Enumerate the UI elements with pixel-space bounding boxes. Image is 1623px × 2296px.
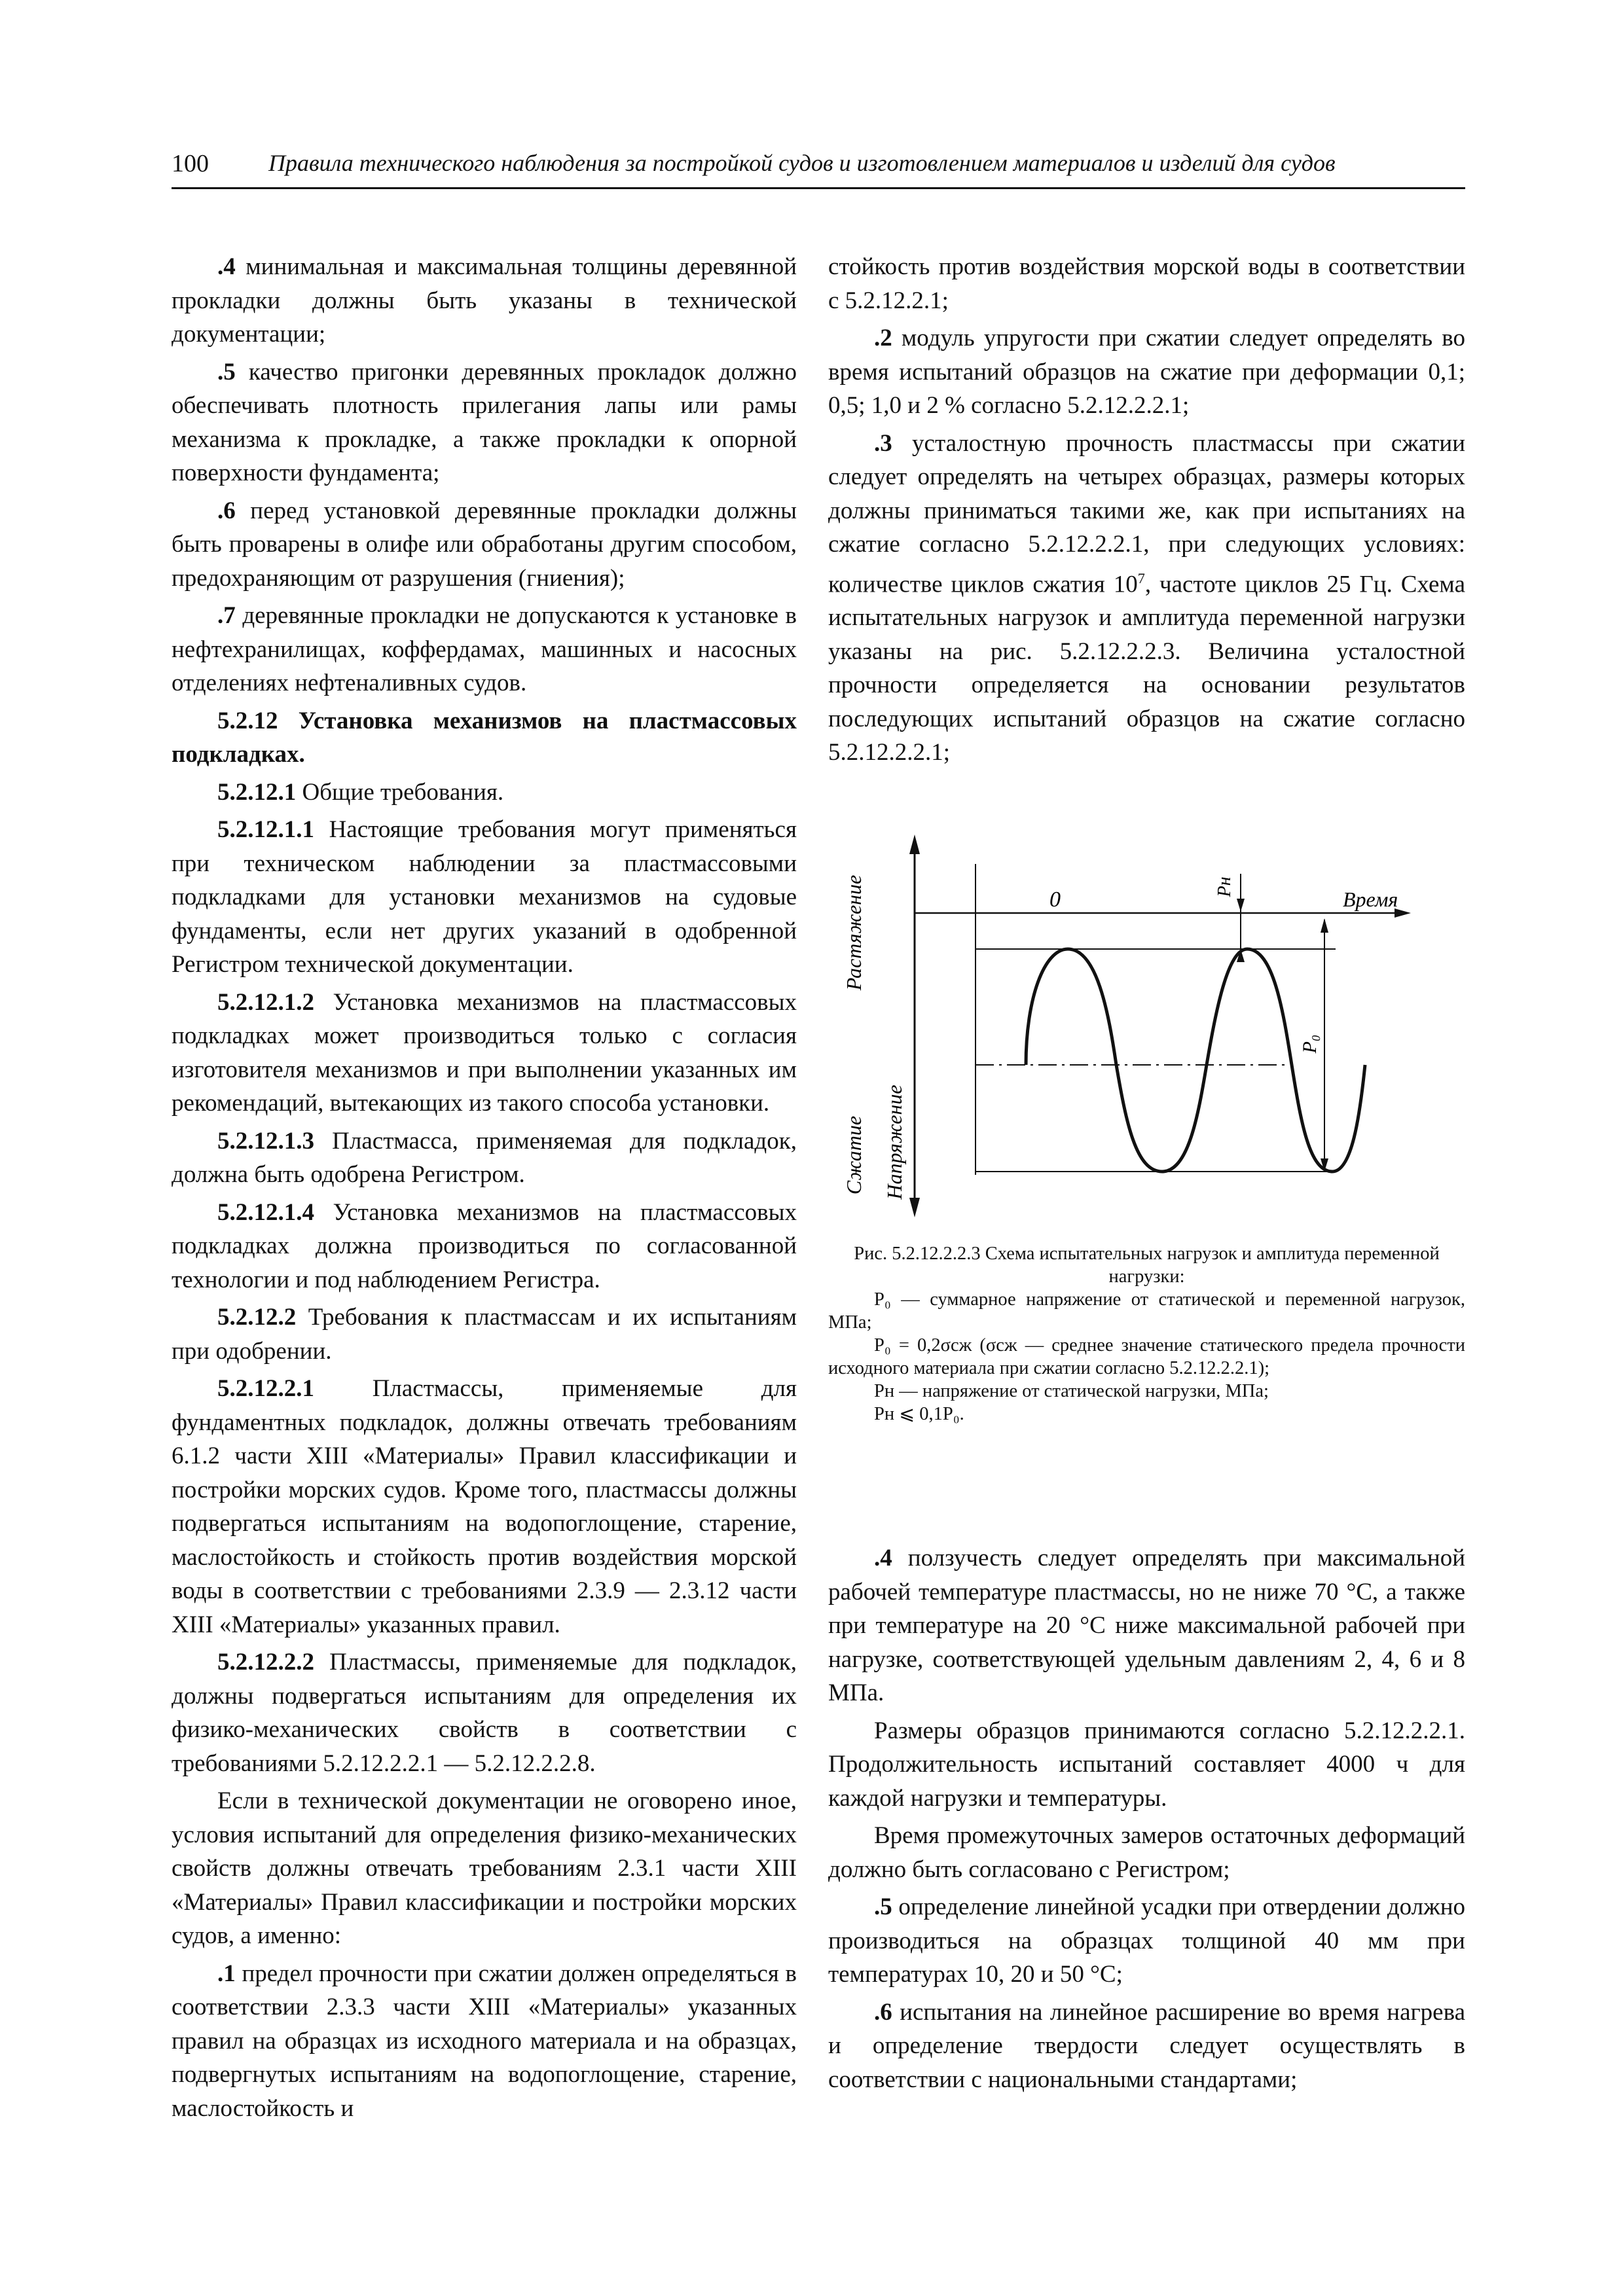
arrow-up-icon [909, 834, 920, 854]
subsection-heading: 5.2.12.1 Общие требования. [217, 778, 504, 806]
tension-label: Растяжение [842, 874, 866, 991]
paragraph: 5.2.12.1.4 Установка механизмов на пластмассовых подкладках должна производиться по согласованной технологии и под наблюдением Регистра. [172, 1198, 797, 1293]
caption-title: Рис. 5.2.12.2.2.3 Схема испытательных нагрузок и амплитуда переменной нагрузки: [854, 1244, 1440, 1287]
caption-line: Pн ⩽ 0,1P₀. [874, 1404, 964, 1424]
figure-caption [828, 1242, 1465, 1426]
paragraph: .5 качество пригонки деревянных прокладок должно обеспечивать плотность прилегания лапы или рамы механизма к прокладке, а также прокладки к опорной поверхности фундамента; [172, 358, 797, 486]
paragraph: стойкость против воздействия морской воды в соответствии с 5.2.12.2.1; [828, 253, 1465, 314]
paragraph: Время промежуточных замеров остаточных деформаций должно быть согласовано с Регистром; [828, 1822, 1465, 1883]
paragraph: 5.2.12.2.2 Пластмассы, применяемые для подкладок, должны подвергаться испытаниям для определения их физико-механических свойств в соответствии с требованиями 5.2.12.2.2.1 — 5.2.12.2.2.8. [172, 1649, 797, 1777]
running-title: Правила технического наблюдения за постройкой судов и изготовлением материалов и изделий для судов [268, 150, 1336, 176]
paragraph: .7 деревянные прокладки не допускаются к установке в нефтехранилищах, коффердамах, машинных и насосных отделениях нефтеналивных судов. [172, 602, 797, 696]
paragraph: .5 определение линейной усадки при отвердении должно производиться на образцах толщиной 40 мм при температурах 10, 20 и 50 °С; [828, 1893, 1465, 1988]
caption-line: P₀ = 0,2σсж (σсж — среднее значение статического предела прочности исходного материала при сжатии согласно 5.2.12.2.2.1); [828, 1335, 1465, 1378]
paragraph: .4 минимальная и максимальная толщины деревянной прокладки должны быть указаны в технической документации; [172, 253, 797, 348]
stress-label: Напряжение [883, 1085, 906, 1200]
p0-label: P₀ [1299, 1034, 1321, 1054]
left-column [172, 250, 797, 2129]
zero-label: 0 [1049, 888, 1061, 912]
load-diagram-figure [828, 802, 1465, 1234]
right-column-top [828, 250, 1465, 774]
paragraph: .4 ползучесть следует определять при максимальной рабочей температуре пластмассы, но не ниже 70 °С, а также при температуре на 20 °С ниже максимальной рабочей при нагрузке, соответствующей удельным давлениям 2, 4, 6 и 8 МПа. [828, 1545, 1465, 1706]
paragraph: Размеры образцов принимаются согласно 5.2.12.2.2.1. Продолжительность испытаний составляет 4000 ч для каждой нагрузки и температуры. [828, 1717, 1465, 1812]
caption-line: P₀ — суммарное напряжение от статической и переменной нагрузок, МПа; [828, 1289, 1465, 1333]
section-heading: 5.2.12 Установка механизмов на пластмассовых подкладках. [172, 707, 797, 768]
paragraph: .1 предел прочности при сжатии должен определяться в соответствии 2.3.3 части XIII «Материалы» указанных правил на образцах из исходного материала и на образцах, подвергнутых испытаниям на водопоглощение, старение, маслостойкость и [172, 1960, 797, 2122]
arrow-down-icon [909, 1198, 920, 1217]
compression-label: Сжатие [842, 1115, 866, 1195]
paragraph: .6 испытания на линейное расширение во время нагрева и определение твердости следует осуществлять в соответствии с национальными стандартами; [828, 1998, 1465, 2093]
pn-label: Pн [1214, 876, 1235, 897]
caption-line: Pн — напряжение от статической нагрузки, МПа; [874, 1381, 1269, 1401]
right-column-bottom [828, 1541, 1465, 2100]
paragraph: 5.2.12.1.1 Настоящие требования могут применяться при техническом наблюдении за пластмассовыми подкладками для установки механизмов на судовые фундаменты, если нет других указаний в одобренной Регистром технической документации. [172, 816, 797, 978]
subsection-heading: 5.2.12.2 Требования к пластмассам и их испытаниям при одобрении. [172, 1304, 797, 1365]
load-scheme-diagram [828, 802, 1465, 1234]
sine-curve [1026, 949, 1332, 1172]
paragraph: .6 перед установкой деревянные прокладки должны быть проварены в олифе или обработаны другим способом, предохраняющим от разрушения (гниения); [172, 497, 797, 592]
paragraph: .2 модуль упругости при сжатии следует определять во время испытаний образцов на сжатие при деформации 0,1; 0,5; 1,0 и 2 % согласно 5.2.12.2.2.1; [828, 325, 1465, 419]
paragraph: Если в технической документации не оговорено иное, условия испытаний для определения физико-механических свойств должны отвечать требованиям 2.3.1 части XIII «Материалы» Правил классификации и постройки морских судов, а именно: [172, 1787, 797, 1949]
page-header [172, 145, 1465, 189]
page-number: 100 [172, 150, 209, 177]
paragraph: 5.2.12.2.1 Пластмассы, применяемые для фундаментных подкладок, должны отвечать требованиям 6.1.2 части XIII «Материалы» Правил классификации и постройки морских судов. Кроме того, пластмассы должны подвергаться испытаниям на водопоглощение, старение, маслостойкость и стойкость против воздействия морской воды в соответствии с требованиями 2.3.9 — 2.3.12 части XIII «Материалы» указанных правил. [172, 1375, 797, 1638]
paragraph: 5.2.12.1.2 Установка механизмов на пластмассовых подкладках может производиться только с согласия изготовителя механизмов и при выполнении указанных им рекомендаций, вытекающих из такого способа установки. [172, 988, 797, 1117]
time-label: Время [1343, 888, 1398, 911]
paragraph: .3 усталостную прочность пластмассы при сжатии следует определять на четырех образцах, размеры которых должны приниматься такими же, как при испытаниях на сжатие согласно 5.2.12.2.2.1, при следующих условиях: количестве циклов сжатия $10^7$, частоте циклов 25 Гц. Схема испытательных нагрузок и амплитуда переменной нагрузки указаны на рис. 5.2.12.2.2.3. Величина усталостной прочности определяется на основании результатов последующих испытаний образцов на сжатие согласно 5.2.12.2.2.1; [828, 429, 1465, 766]
paragraph: 5.2.12.1.3 Пластмасса, применяемая для подкладок, должна быть одобрена Регистром. [172, 1127, 797, 1188]
